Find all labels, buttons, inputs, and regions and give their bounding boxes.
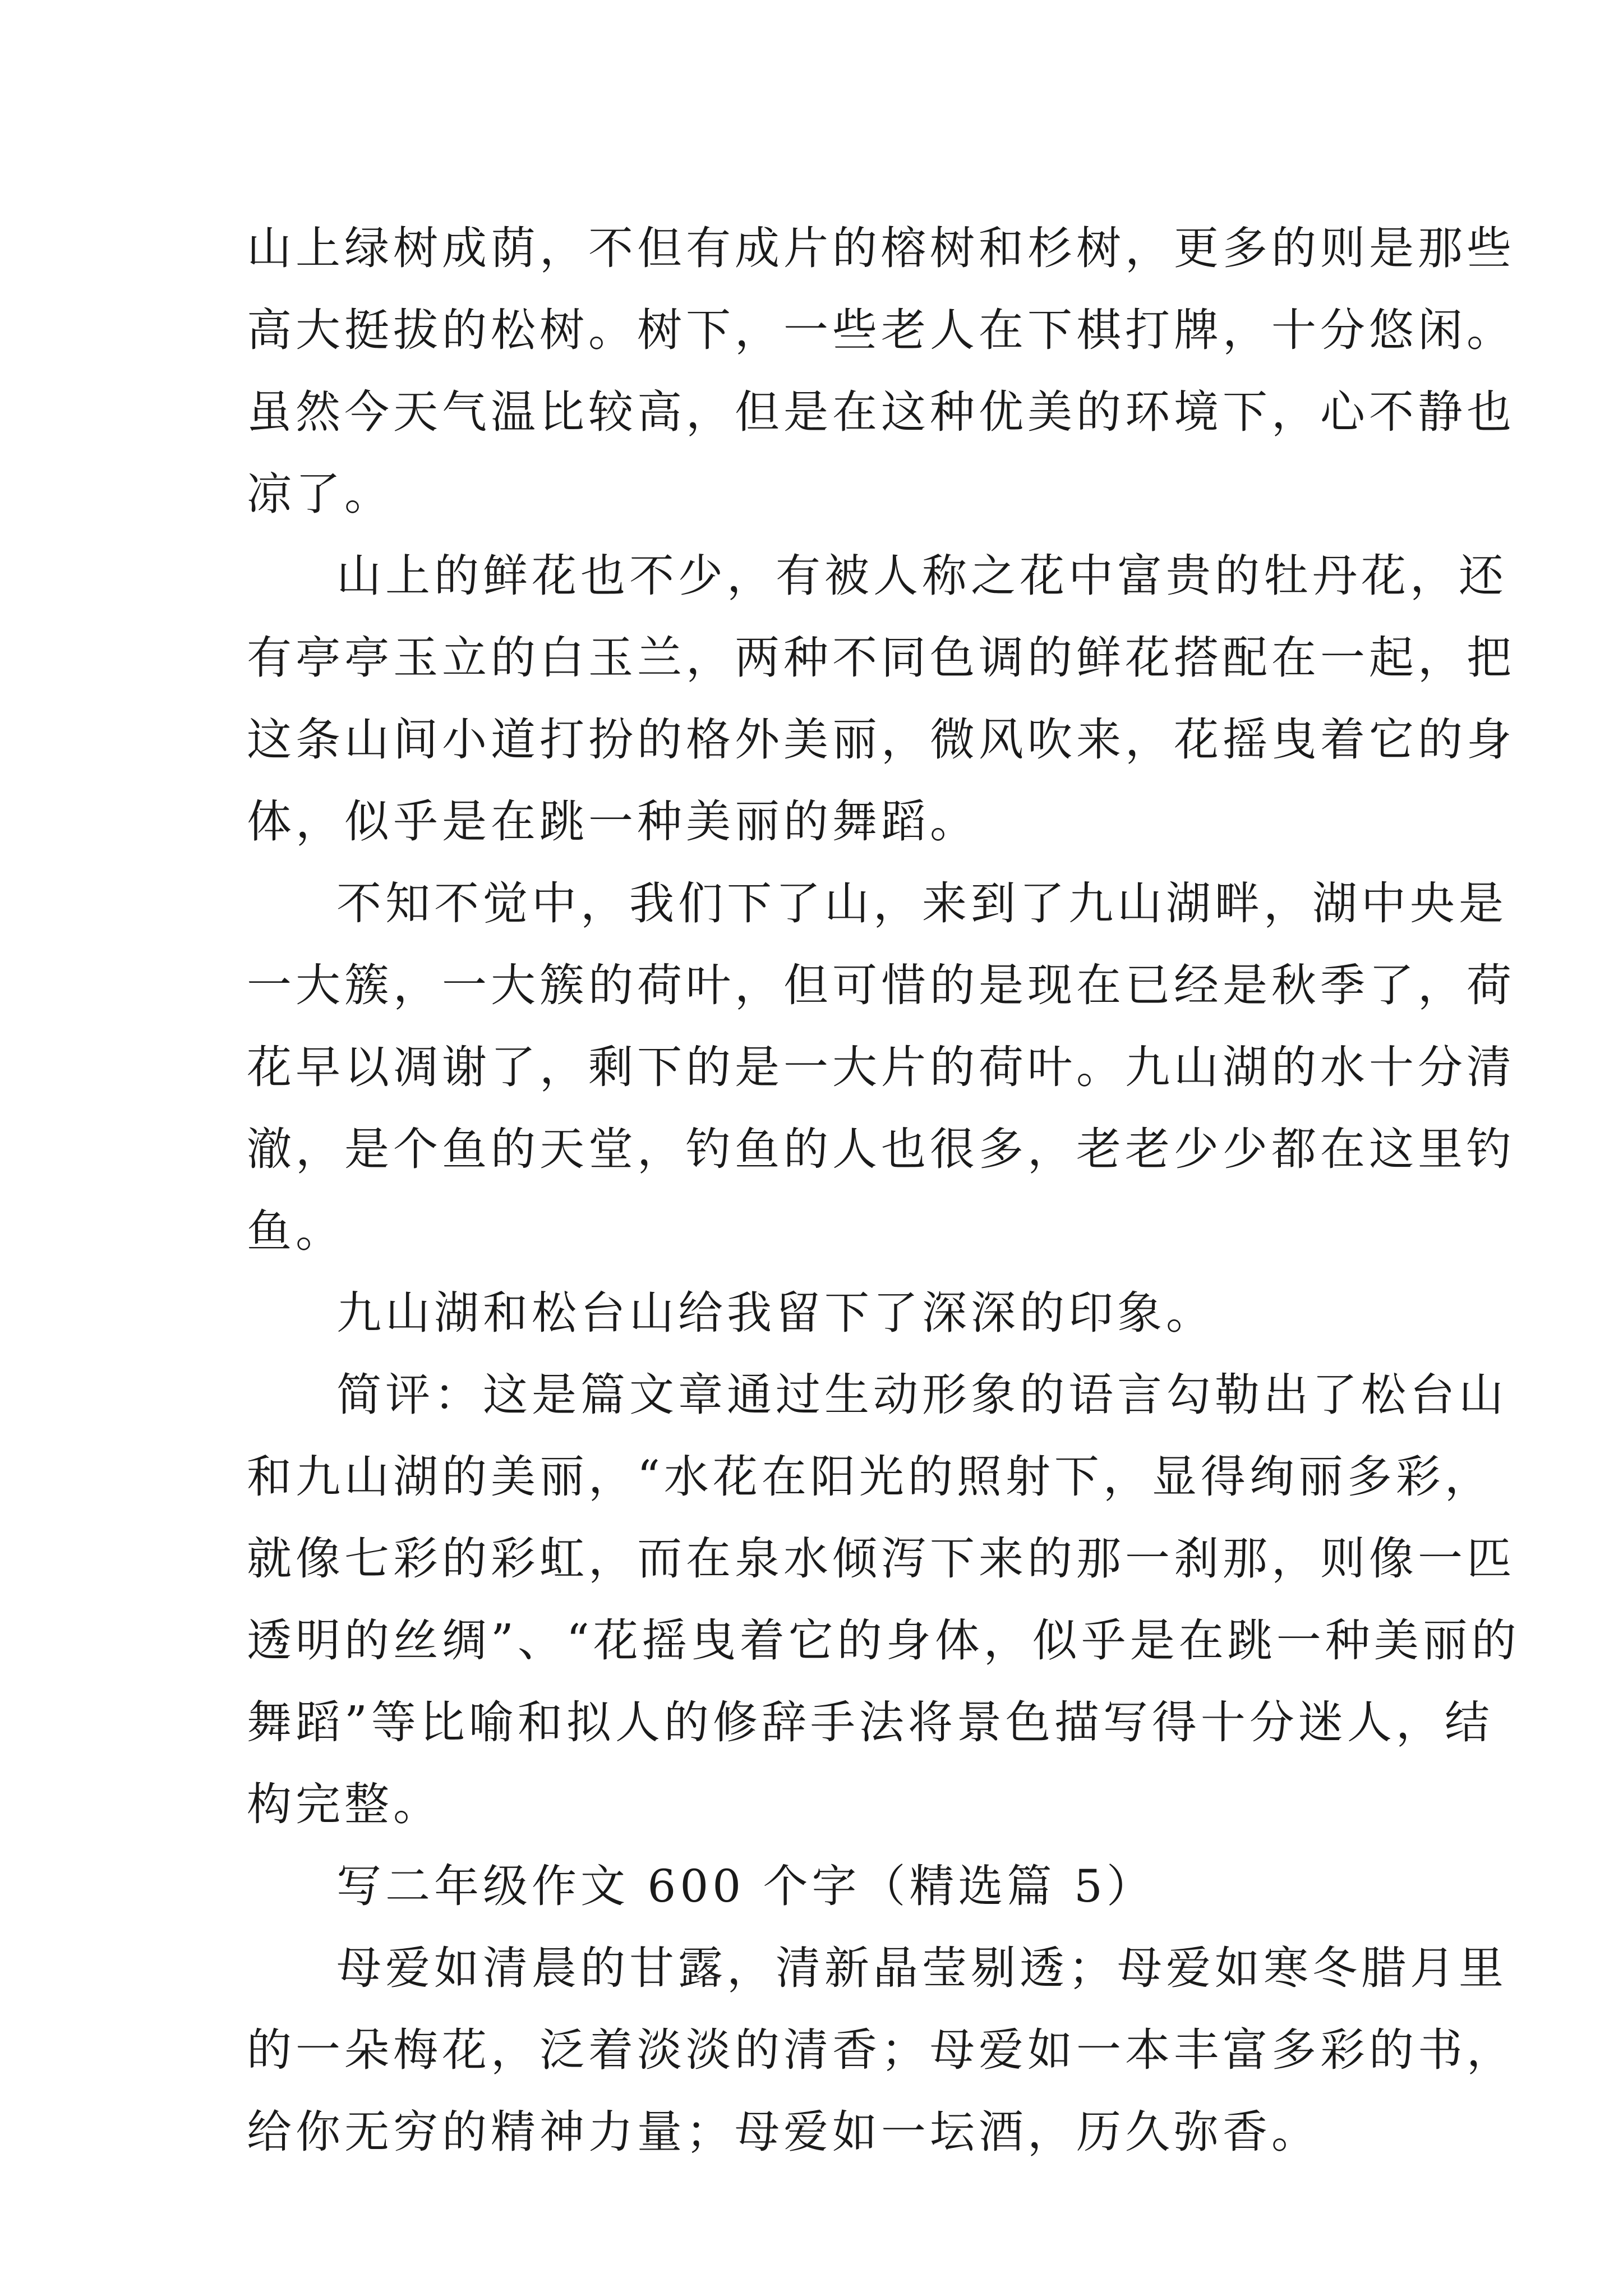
text-line: 虽然今天气温比较高，但是在这种优美的环境下，心不静也 bbox=[247, 386, 1515, 438]
paragraph-start-line: 不知不觉中，我们下了山，来到了九山湖畔，湖中央是 bbox=[336, 877, 1507, 930]
text-line: 舞蹈”等比喻和拟人的修辞手法将景色描写得十分迷人，结 bbox=[247, 1696, 1493, 1749]
text-line: 就像七彩的彩虹，而在泉水倾泻下来的那一刹那，则像一匹 bbox=[247, 1533, 1515, 1585]
paragraph-start-line: 九山湖和松台山给我留下了深深的印象。 bbox=[336, 1287, 1215, 1339]
text-line: 高大挺拔的松树。树下，一些老人在下棋打牌，十分悠闲。 bbox=[247, 304, 1515, 356]
text-line: 体，似乎是在跳一种美丽的舞蹈。 bbox=[247, 795, 979, 848]
text-line: 的一朵梅花，泛着淡淡的清香；母爱如一本丰富多彩的书， bbox=[247, 2024, 1515, 2076]
text-line: 和九山湖的美丽，“水花在阳光的照射下，显得绚丽多彩， bbox=[247, 1451, 1493, 1503]
paragraph-start-line: 简评：这是篇文章通过生动形象的语言勾勒出了松台山 bbox=[336, 1369, 1507, 1421]
section-heading: 写二年级作文 600 个字（精选篇 5） bbox=[336, 1860, 1155, 1912]
text-line: 凉了。 bbox=[247, 468, 393, 520]
text-line: 构完整。 bbox=[247, 1778, 442, 1830]
paragraph-start-line: 山上的鲜花也不少，有被人称之花中富贵的牡丹花，还 bbox=[336, 550, 1507, 602]
text-line: 有亭亭玉立的白玉兰，两种不同色调的鲜花搭配在一起，把 bbox=[247, 632, 1515, 684]
text-line: 给你无穷的精神力量；母爱如一坛酒，历久弥香。 bbox=[247, 2106, 1320, 2158]
text-line: 花早以凋谢了，剩下的是一大片的荷叶。九山湖的水十分清 bbox=[247, 1041, 1515, 1093]
text-line: 澈，是个鱼的天堂，钓鱼的人也很多，老老少少都在这里钓 bbox=[247, 1123, 1515, 1175]
text-line: 透明的丝绸”、“花摇曳着它的身体，似乎是在跳一种美丽的 bbox=[247, 1614, 1520, 1667]
paragraph-start-line: 母爱如清晨的甘露，清新晶莹剔透；母爱如寒冬腊月里 bbox=[336, 1942, 1507, 1994]
text-line: 一大簇，一大簇的荷叶，但可惜的是现在已经是秋季了，荷 bbox=[247, 959, 1515, 1011]
document-body bbox=[247, 208, 1520, 2173]
text-line: 这条山间小道打扮的格外美丽，微风吹来，花摇曳着它的身 bbox=[247, 714, 1515, 766]
text-line: 山上绿树成荫，不但有成片的榕树和杉树，更多的则是那些 bbox=[247, 222, 1515, 274]
text-line: 鱼。 bbox=[247, 1205, 344, 1257]
